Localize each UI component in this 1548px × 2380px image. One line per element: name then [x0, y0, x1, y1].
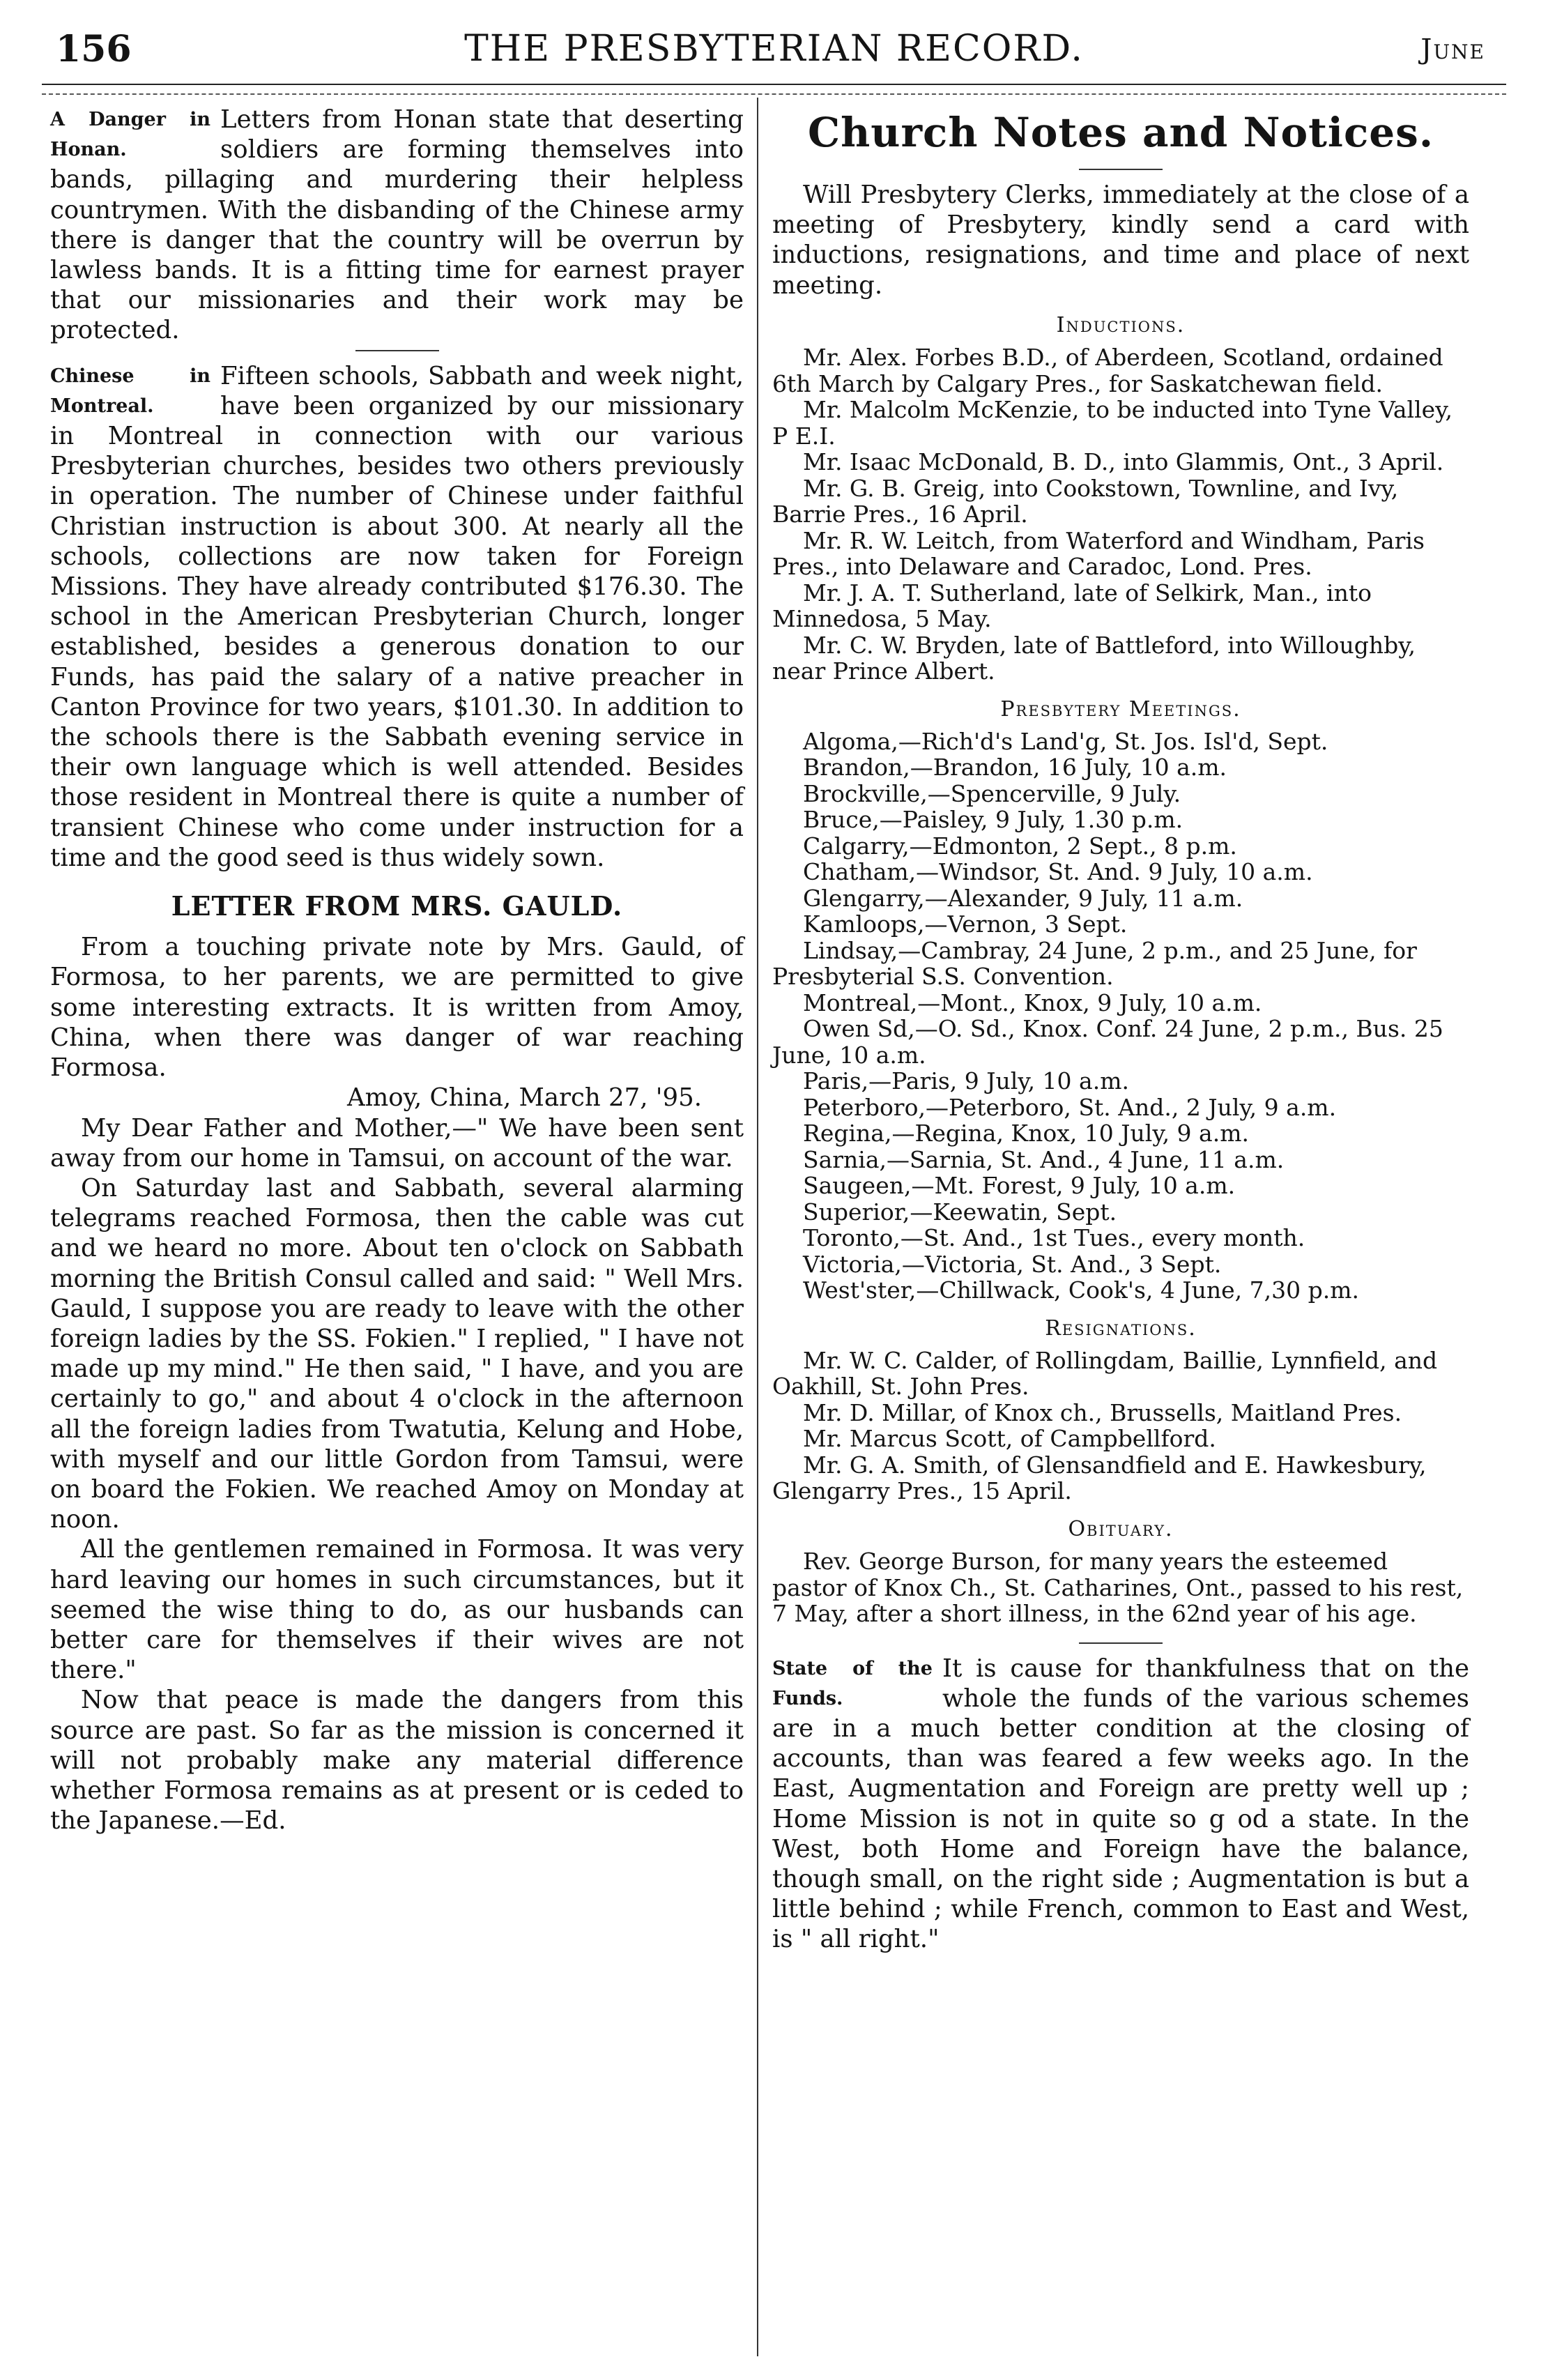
montreal-text: Fifteen schools, Sabbath and week night, have been organized by our missionary in Montreal in connection with our various Presbyterian churches, besides two others previously in operation. The number of Chinese under faithful Christian instruction is about 300. At nearly all the schools, collections are now taken for Foreign Missions. They have already contributed $176.30. The school in the American Presbyterian Church, longer established, besides a generous donation to our Funds, has paid the salary of a native preacher in Canton Province for two years, $101.30. In addition to the schools there is the Sabbath evening service in their own language which is well attended. Besides those resident in Montreal there is quite a number of transient Chinese who come under instruction for a time and the good seed is thus widely sown.: [50, 361, 744, 872]
list-item: Calgarry,—Edmonton, 2 Sept., 8 p.m.: [803, 832, 1237, 860]
section-title: Church Notes and Notices.: [807, 109, 1434, 156]
letter-heading: LETTER FROM MRS. GAULD.: [171, 890, 623, 922]
letter-intro: From a touching private note by Mrs. Gauld, of Formosa, to her parents, we are permitted to give some interesting extracts. It is written from Amoy, China, when there was danger of war reaching Formosa.: [50, 933, 744, 1083]
funds-text: It is cause for thankfulness that on the whole the funds of the various schemes are in a much better condition at the closing of accounts, than was feared a few weeks ago. In the East, Augmentation and Foreign are pretty well up ; Home Mission is not in quite so g od a state. In the West, both Home and Foreign have the balance, though small, on the right side ; Augmentation is but a little behind ; while French, common to East and West, is " all right.": [772, 1654, 1469, 1954]
list-item: Toronto,—St. And., 1st Tues., every month.: [803, 1224, 1305, 1252]
obituary-text: Rev. George Burson, for many years the esteemed pastor of Knox Ch., St. Catharines, Ont., passed to his rest, 7 May, after a short illness, in the 62nd year of his age.: [772, 1548, 1464, 1628]
list-item: Mr. Malcolm McKenzie, to be inducted into Tyne Valley, P E.I.: [772, 396, 1453, 450]
montreal-side-heading: Chinese in Montreal.: [50, 365, 210, 417]
list-item: Peterboro,—Peterboro, St. And., 2 July, 9 a.m.: [803, 1093, 1337, 1121]
list-item: Regina,—Regina, Knox, 10 July, 9 a.m.: [803, 1120, 1249, 1147]
meetings-heading: Presbytery Meetings.: [1000, 696, 1241, 722]
page-number: 156: [56, 28, 132, 70]
list-item: Brockville,—Spencerville, 9 July.: [803, 779, 1181, 807]
list-item: West'ster,—Chillwack, Cook's, 4 June, 7,30 p.m.: [803, 1276, 1359, 1304]
list-item: Sarnia,—Sarnia, St. And., 4 June, 11 a.m.: [803, 1145, 1285, 1173]
list-item: Mr. D. Millar, of Knox ch., Brussells, Maitland Pres.: [803, 1398, 1402, 1426]
list-item: Mr. R. W. Leitch, from Waterford and Windham, Paris Pres., into Delaware and Caradoc, Lond. Pres.: [772, 526, 1425, 581]
resignations-heading: Resignations.: [1045, 1315, 1197, 1341]
funds-item: [772, 1654, 1469, 1955]
divider-rule: [1079, 1642, 1163, 1644]
column-divider: [757, 98, 758, 2356]
list-item: Mr. G. A. Smith, of Glensandfield and E. Hawkesbury, Glengarry Pres., 15 April.: [772, 1451, 1427, 1505]
letter-paragraph: On Saturday last and Sabbath, several alarming telegrams reached Formosa, then the cable was cut and we heard no more. About ten o'clock on Sabbath morning the British Consul called and said: " Well Mrs. Gauld, I suppose you are ready to leave with the other foreign ladies by the SS. Fokien." I replied, " I have not made up my mind." He then said, " I have, and you are certainly to go," and about 4 o'clock in the afternoon all the foreign ladies from Twatutia, Kelung and Hobe, with myself and our little Gordon from Tamsui, were on board the Fokien. We reached Amoy on Monday at noon.: [50, 1173, 744, 1534]
header-dashed-rule: [42, 93, 1506, 95]
list-item: Mr. G. B. Greig, into Cookstown, Townline, and Ivy, Barrie Pres., 16 April.: [772, 474, 1399, 528]
letter-paragraph: My Dear Father and Mother,—" We have been sent away from our home in Tamsui, on account of the war.: [50, 1113, 744, 1173]
header-rule: [42, 84, 1506, 85]
list-item: Saugeen,—Mt. Forest, 9 July, 10 a.m.: [803, 1172, 1236, 1200]
list-item: Mr. J. A. T. Sutherland, late of Selkirk, Man., into Minnedosa, 5 May.: [772, 579, 1372, 633]
list-item: Owen Sd,—O. Sd., Knox. Conf. 24 June, 2 p.m., Bus. 25 June, 10 a.m.: [772, 1015, 1443, 1069]
list-item: Brandon,—Brandon, 16 July, 10 a.m.: [803, 754, 1227, 781]
list-item: Mr. W. C. Calder, of Rollingdam, Baillie, Lynnfield, and Oakhill, St. John Pres.: [772, 1346, 1438, 1401]
list-item: Paris,—Paris, 9 July, 10 a.m.: [803, 1067, 1129, 1095]
montreal-item: [50, 361, 744, 873]
letter-paragraph: All the gentlemen remained in Formosa. It was very hard leaving our homes in such circumstances, but it seemed the wise thing to do, as our husbands can better care for themselves if their wives are not there.": [50, 1535, 744, 1685]
list-item: Montreal,—Mont., Knox, 9 July, 10 a.m.: [803, 989, 1262, 1016]
left-column: [50, 105, 744, 1836]
list-item: Superior,—Keewatin, Sept.: [803, 1198, 1117, 1226]
honan-side-heading: A Danger in Honan.: [50, 109, 210, 160]
divider-rule: [1079, 169, 1163, 170]
publication-title: THE PRESBYTERIAN RECORD.: [464, 28, 1084, 70]
page-header: [42, 28, 1506, 84]
list-item: Chatham,—Windsor, St. And. 9 July, 10 a.m.: [803, 858, 1313, 886]
honan-item: [50, 105, 744, 346]
obituary-heading: Obituary.: [1068, 1516, 1174, 1541]
list-item: Mr. C. W. Bryden, late of Battleford, into Willoughby, near Prince Albert.: [772, 631, 1416, 685]
honan-text: Letters from Honan state that deserting soldiers are forming themselves into bands, pillaging and murdering their helpless countrymen. With the disbanding of the Chinese army there is danger that the country will be overrun by lawless bands. It is a fitting time for earnest prayer that our missionaries and their work may be protected.: [50, 105, 744, 345]
issue-month: June: [1420, 33, 1485, 66]
list-item: Lindsay,—Cambray, 24 June, 2 p.m., and 25 June, for Presbyterial S.S. Convention.: [772, 936, 1417, 991]
funds-side-heading: State of the Funds.: [772, 1657, 933, 1709]
inductions-heading: Inductions.: [1056, 312, 1186, 337]
list-item: Bruce,—Paisley, 9 July, 1.30 p.m.: [803, 806, 1183, 834]
resignations-list: [772, 1348, 1469, 1504]
letter-paragraph: Now that peace is made the dangers from this source are past. So far as the mission is concerned it will not probably make any material difference whether Formosa remains as at present or is ceded to the Japanese.—Ed.: [50, 1686, 744, 1836]
list-item: Glengarry,—Alexander, 9 July, 11 a.m.: [803, 884, 1243, 912]
list-item: Victoria,—Victoria, St. And., 3 Sept.: [803, 1250, 1222, 1278]
right-column: [772, 105, 1469, 1955]
meetings-list: [772, 729, 1469, 1304]
divider-rule: [355, 350, 439, 351]
list-item: Mr. Isaac McDonald, B. D., into Glammis, Ont., 3 April.: [803, 448, 1444, 476]
notices-intro: Will Presbytery Clerks, immediately at the close of a meeting of Presbytery, kindly send a card with inductions, resignations, and time and place of next meeting.: [772, 181, 1469, 300]
list-item: Kamloops,—Vernon, 3 Sept.: [803, 910, 1128, 938]
letter-dateline: Amoy, China, March 27, '95.: [346, 1083, 702, 1113]
inductions-list: [772, 344, 1469, 685]
list-item: Mr. Marcus Scott, of Campbellford.: [803, 1425, 1216, 1453]
list-item: Algoma,—Rich'd's Land'g, St. Jos. Isl'd, Sept.: [803, 727, 1328, 755]
list-item: Mr. Alex. Forbes B.D., of Aberdeen, Scotland, ordained 6th March by Calgary Pres., for Saskatchewan field.: [772, 344, 1443, 397]
obituary-block: [772, 1548, 1469, 1627]
